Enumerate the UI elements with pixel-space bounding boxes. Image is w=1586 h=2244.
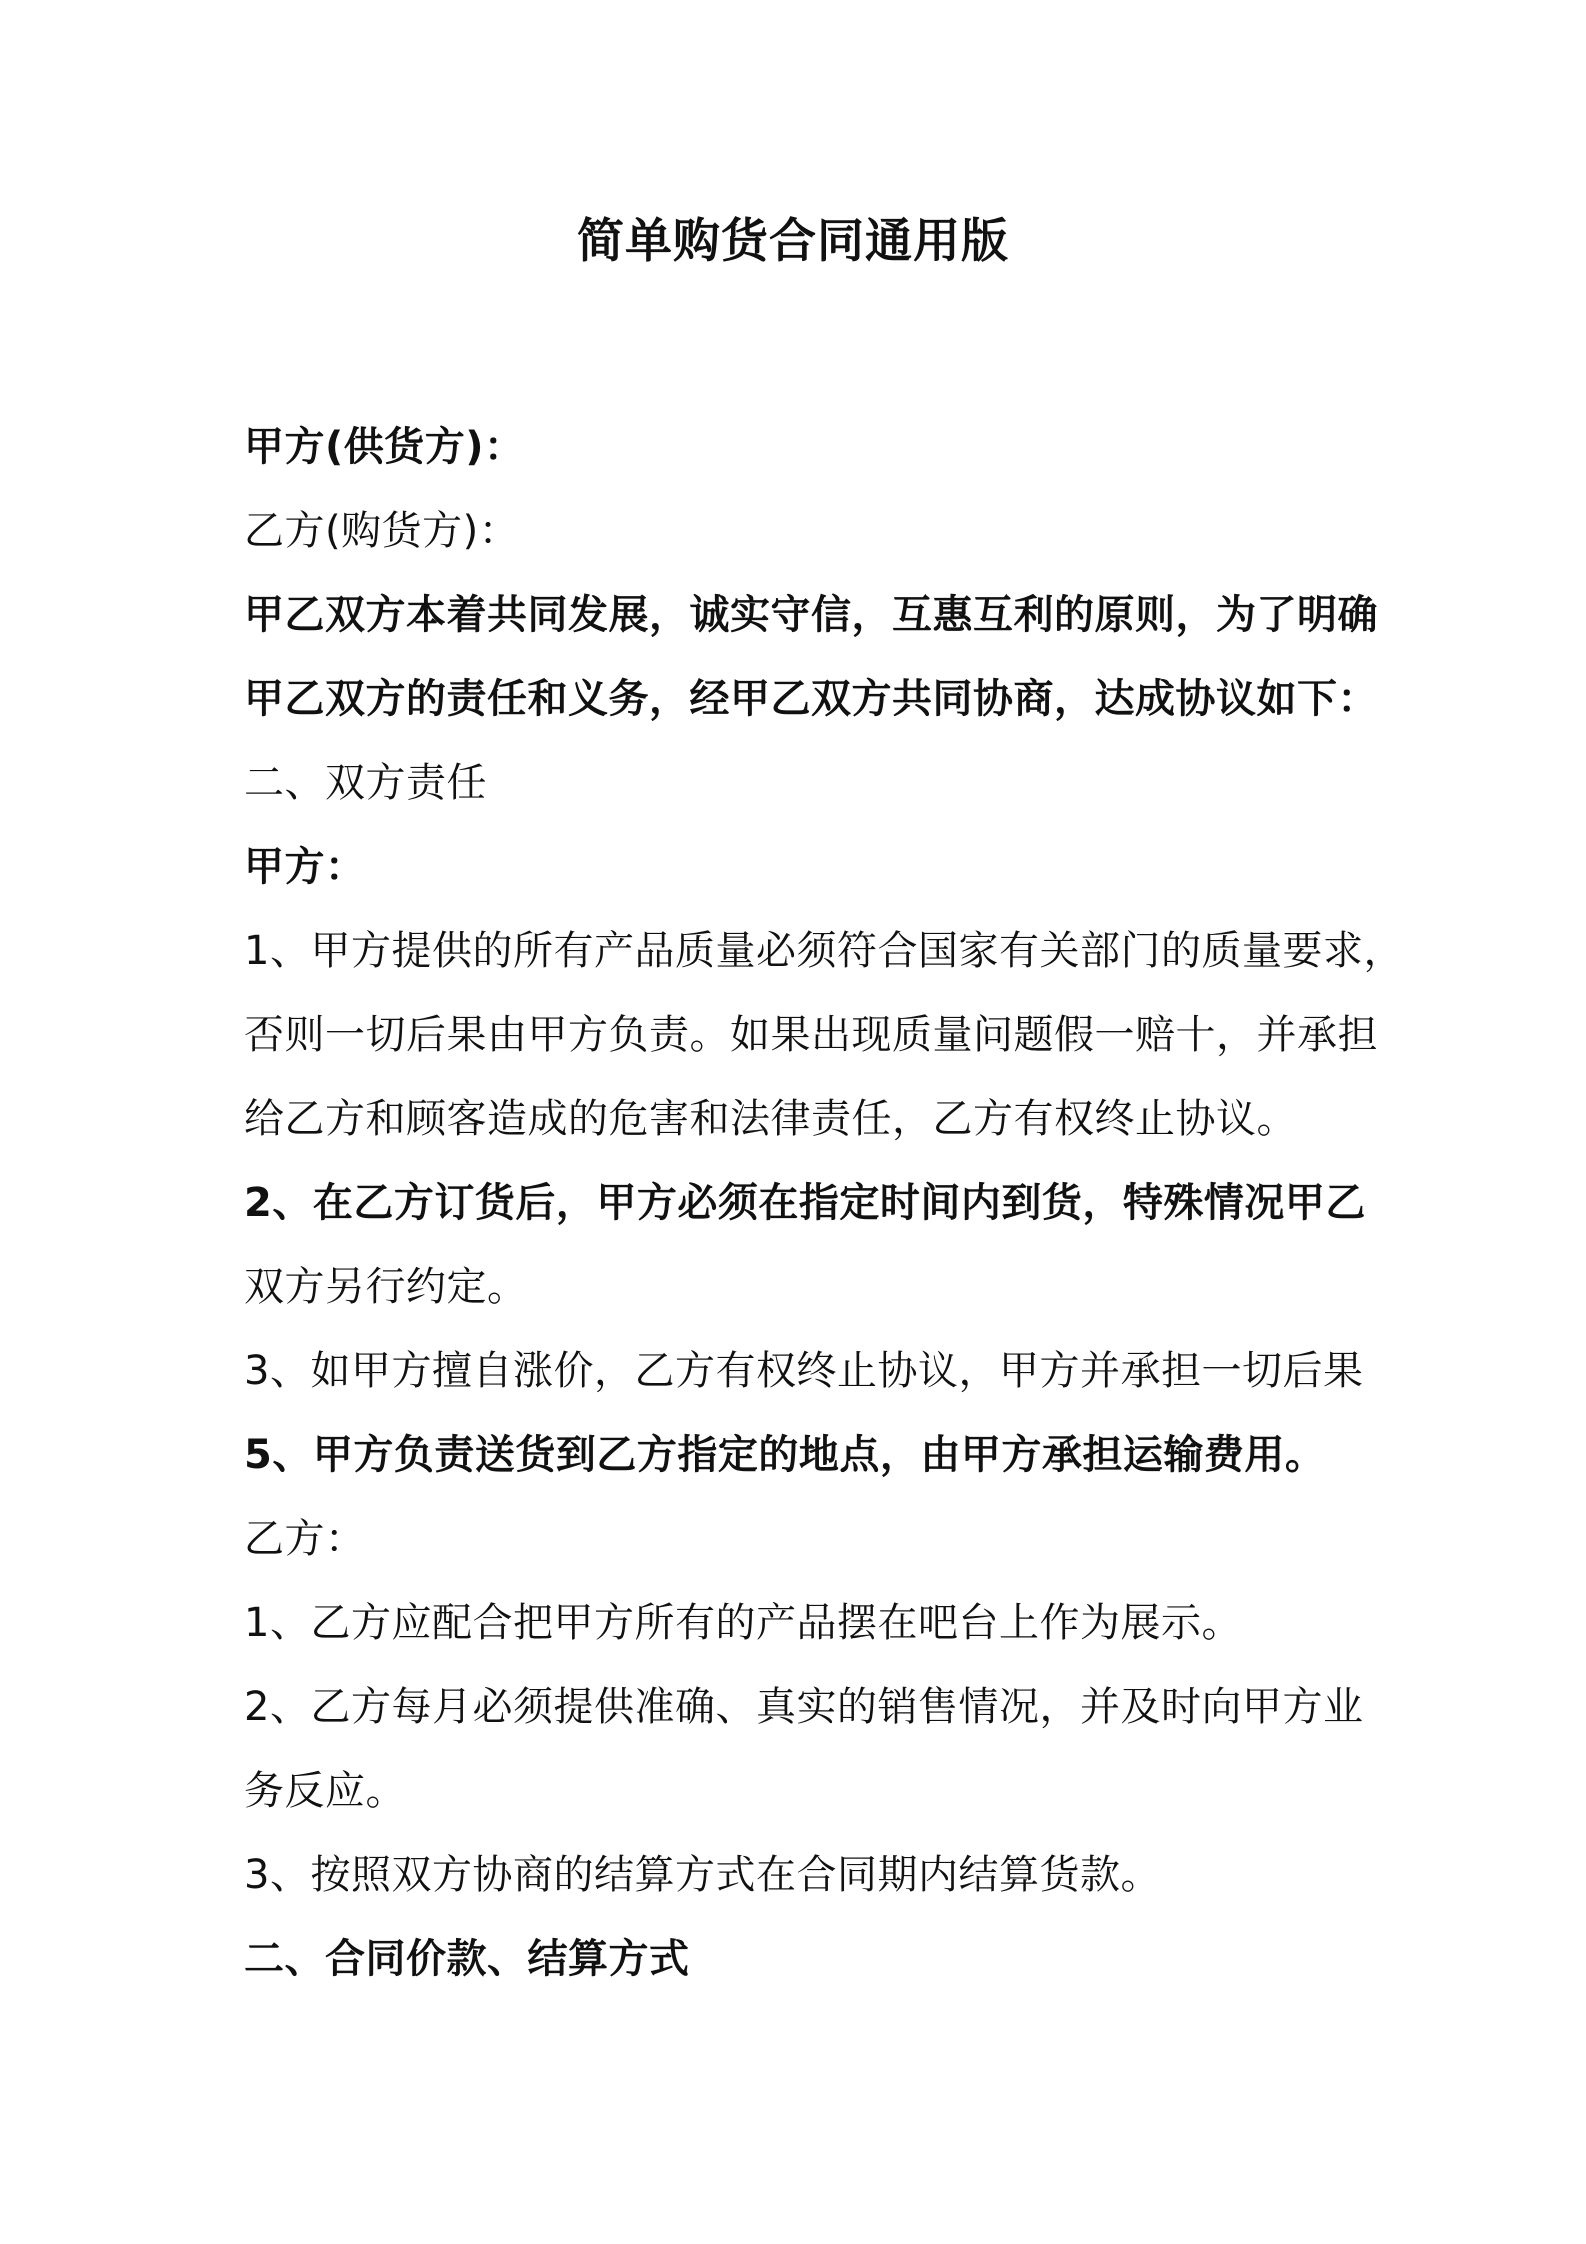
party-a-line: 甲方(供货方)： bbox=[244, 424, 525, 470]
preamble-line: 甲乙双方的责任和义务，经甲乙双方共同协商，达成协议如下： bbox=[244, 676, 1378, 722]
preamble-line: 甲乙双方本着共同发展，诚实守信，互惠互利的原则，为了明确 bbox=[244, 592, 1378, 638]
clause-line: 1、乙方应配合把甲方所有的产品摆在吧台上作为展示。 bbox=[244, 1600, 1242, 1646]
clause-line: 2、在乙方订货后，甲方必须在指定时间内到货，特殊情况甲乙 bbox=[244, 1180, 1366, 1226]
clause-line: 3、按照双方协商的结算方式在合同期内结算货款。 bbox=[244, 1852, 1161, 1898]
clause-line: 务反应。 bbox=[244, 1768, 406, 1814]
party-b-line: 乙方(购货方)： bbox=[244, 508, 520, 554]
party-b-heading: 乙方： bbox=[244, 1516, 366, 1562]
document-body bbox=[244, 405, 1404, 2001]
section-heading: 二、双方责任 bbox=[244, 760, 487, 806]
clause-line: 双方另行约定。 bbox=[244, 1264, 528, 1310]
document-title: 简单购货合同通用版 bbox=[577, 214, 1009, 269]
party-a-heading: 甲方： bbox=[244, 844, 366, 890]
clause-line: 否则一切后果由甲方负责。如果出现质量问题假一赔十，并承担 bbox=[244, 1012, 1378, 1058]
clause-line: 1、甲方提供的所有产品质量必须符合国家有关部门的质量要求， bbox=[244, 928, 1404, 974]
clause-line: 给乙方和顾客造成的危害和法律责任，乙方有权终止协议。 bbox=[244, 1096, 1297, 1142]
clause-line: 5、甲方负责送货到乙方指定的地点，由甲方承担运输费用。 bbox=[244, 1432, 1326, 1478]
section-heading: 二、合同价款、结算方式 bbox=[244, 1936, 690, 1982]
clause-line: 3、如甲方擅自涨价，乙方有权终止协议，甲方并承担一切后果 bbox=[244, 1348, 1364, 1394]
clause-line: 2、乙方每月必须提供准确、真实的销售情况，并及时向甲方业 bbox=[244, 1684, 1364, 1730]
